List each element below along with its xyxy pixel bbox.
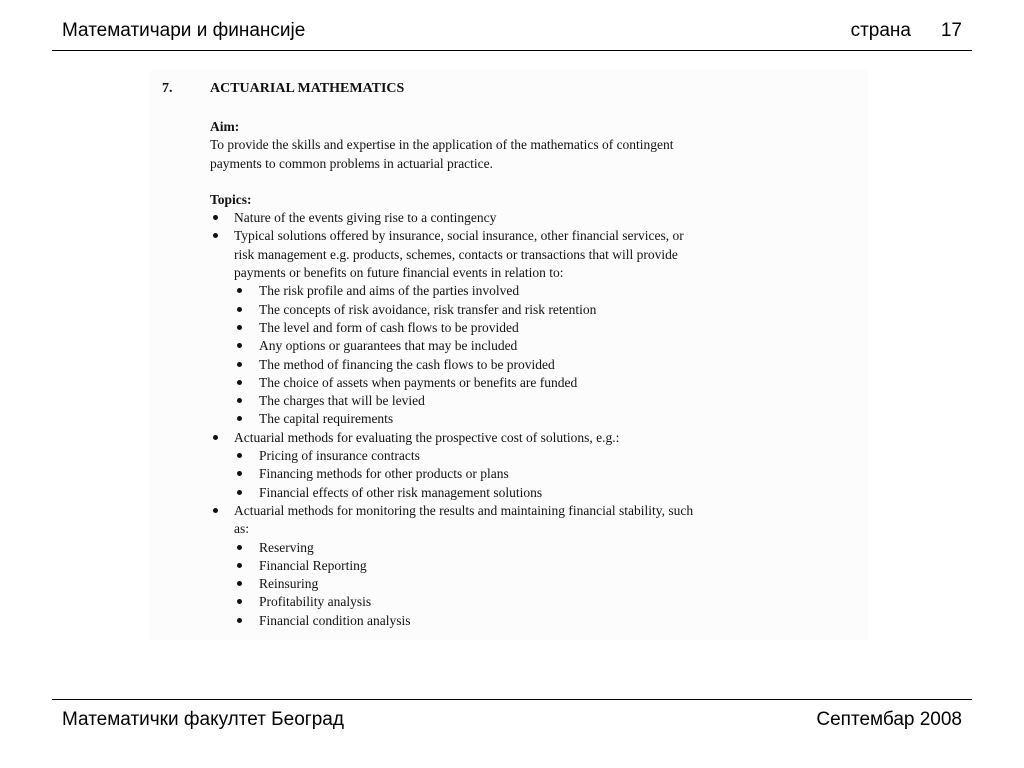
list-item: Reserving bbox=[234, 539, 810, 557]
list-item: Pricing of insurance contracts bbox=[234, 447, 810, 465]
topics-list bbox=[210, 209, 810, 630]
aim-line: payments to common problems in actuarial practice. bbox=[210, 155, 494, 171]
sub-list bbox=[234, 282, 810, 428]
list-item-text: Nature of the events giving rise to a contingency bbox=[234, 210, 497, 226]
page-label: страна bbox=[850, 20, 911, 41]
topics-heading: Topics: bbox=[210, 191, 252, 207]
list-item: Any options or guarantees that may be included bbox=[234, 337, 810, 355]
sub-list bbox=[234, 539, 810, 630]
list-item: The level and form of cash flows to be provided bbox=[234, 319, 810, 337]
list-item bbox=[210, 502, 810, 630]
list-item: The method of financing the cash flows to be provided bbox=[234, 356, 810, 374]
list-item: The risk profile and aims of the parties involved bbox=[234, 282, 810, 300]
list-item: Financial Reporting bbox=[234, 557, 810, 575]
list-item: Financing methods for other products or plans bbox=[234, 465, 810, 483]
list-item bbox=[210, 209, 810, 227]
list-item bbox=[210, 429, 810, 502]
scanned-document bbox=[150, 70, 868, 640]
list-item-line: Actuarial methods for monitoring the results and maintaining financial stability, such bbox=[234, 502, 694, 518]
list-item: Financial effects of other risk management solutions bbox=[234, 484, 810, 502]
aim-heading: Aim: bbox=[210, 119, 240, 134]
section-body bbox=[210, 118, 810, 630]
slide-header bbox=[52, 0, 972, 51]
header-title: Математичари и финансије bbox=[62, 20, 306, 41]
list-item-line: payments or benefits on future financial events in relation to: bbox=[234, 265, 564, 281]
list-item-line: risk management e.g. products, schemes, contacts or transactions that will provide bbox=[234, 246, 678, 262]
list-item: Reinsuring bbox=[234, 575, 810, 593]
list-item-line: as: bbox=[234, 521, 249, 537]
list-item-line: Typical solutions offered by insurance, social insurance, other financial services, or bbox=[234, 228, 684, 244]
footer-institution: Математички факултет Београд bbox=[62, 709, 344, 730]
list-item: The charges that will be levied bbox=[234, 392, 810, 410]
list-item-line: Actuarial methods for evaluating the prospective cost of solutions, e.g.: bbox=[234, 429, 620, 445]
list-item: Financial condition analysis bbox=[234, 612, 810, 630]
list-item: The choice of assets when payments or benefits are funded bbox=[234, 374, 810, 392]
list-item: The capital requirements bbox=[234, 410, 810, 428]
aim-line: To provide the skills and expertise in the application of the mathematics of contingent bbox=[210, 137, 674, 153]
page-number: 17 bbox=[940, 20, 962, 41]
section-number: 7. bbox=[162, 81, 173, 96]
list-item bbox=[210, 227, 810, 428]
footer-date: Септембар 2008 bbox=[816, 709, 962, 730]
list-item: The concepts of risk avoidance, risk transfer and risk retention bbox=[234, 301, 810, 319]
slide-footer bbox=[52, 699, 972, 740]
list-item: Profitability analysis bbox=[234, 593, 810, 611]
section-title: ACTUARIAL MATHEMATICS bbox=[210, 81, 405, 96]
sub-list bbox=[234, 447, 810, 502]
